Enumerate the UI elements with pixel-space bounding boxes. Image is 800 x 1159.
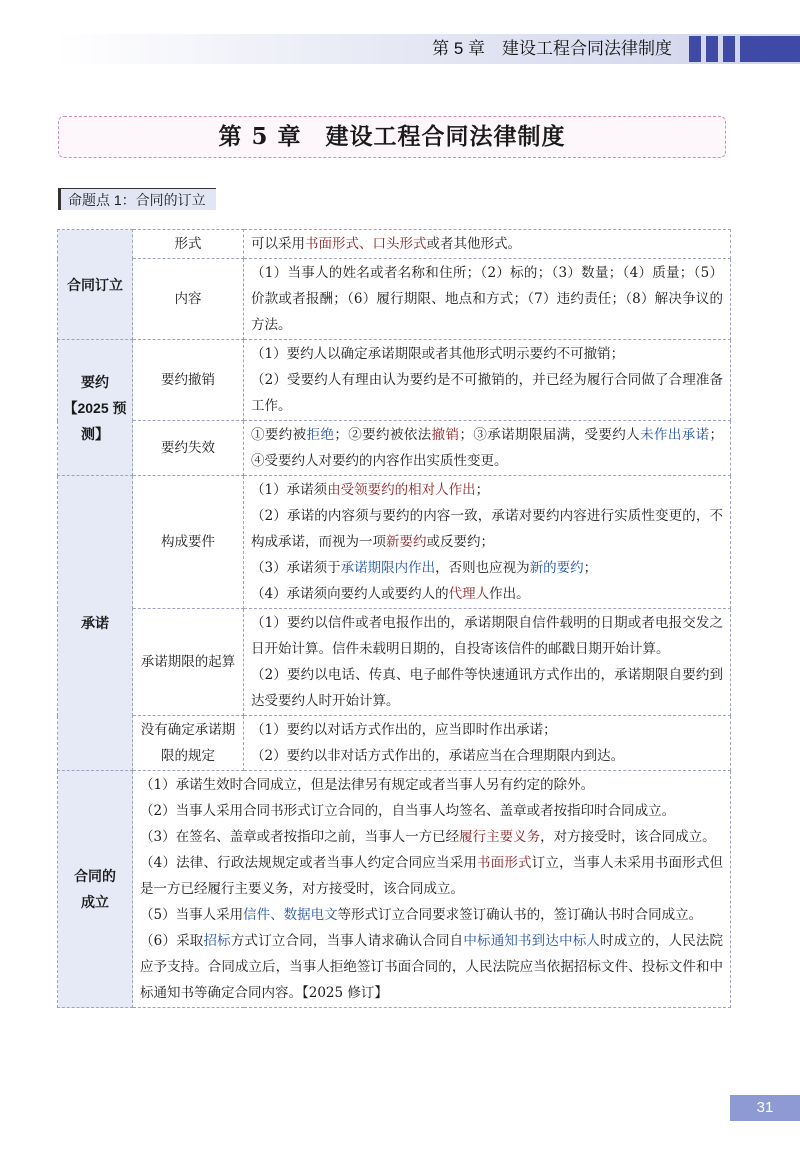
item-label: 内容 — [133, 259, 244, 340]
table-row — [58, 340, 731, 421]
table-row — [58, 476, 731, 609]
chapter-title-box — [58, 116, 726, 158]
header-decoration — [689, 36, 800, 62]
section-label-acceptance: 承诺 — [58, 476, 133, 771]
header-block — [740, 36, 800, 62]
item-content: 可以采用书面形式、口头形式或者其他形式。 — [244, 230, 731, 259]
table-row — [58, 609, 731, 716]
item-label: 要约撤销 — [133, 340, 244, 421]
table-row — [58, 259, 731, 340]
section-label-formation: 合同订立 — [58, 230, 133, 340]
running-header-title: 第 5 章 建设工程合同法律制度 — [432, 39, 672, 58]
item-label: 没有确定承诺期限的规定 — [133, 716, 244, 771]
item-content: （1）承诺生效时合同成立，但是法律另有规定或者当事人另有约定的除外。 （2）当事人采用合同书形式订立合同的，自当事人均签名、盖章或者按指印时合同成立。 （3）在签名、盖章或者按指印之前，当事人一方已经履行主要义务，对方接受时，该合同成立。 （4）法律、行政法规规定或者当事人约定合同应当采用书面形式订立，当事人未采用书面形式但是一方已经履行主要义务，对方接受时，该合同成立。 （5）当事人采用信件、数据电文等形式订立合同要求签订确认书的，签订确认书时合同成立。 （6）采取招标方式订立合同，当事人请求确认合同自中标通知书到达中标人时成立的，人民法院应予支持。合同成立后，当事人拒绝签订书面合同的，人民法院应当依据招标文件、投标文件和中标通知书等确定合同内容。【2025 修订】 — [133, 771, 731, 1008]
table-row — [58, 421, 731, 476]
item-label: 形式 — [133, 230, 244, 259]
header-block — [689, 36, 701, 62]
section-label-establishment: 合同的 成立 — [58, 771, 133, 1008]
table-row — [58, 771, 731, 1008]
header-block — [706, 36, 718, 62]
topic-label: 命题点 1：合同的订立 — [58, 188, 216, 210]
item-content: （1）要约以信件或者电报作出的，承诺期限自信件载明的日期或者电报交发之日开始计算。信件未载明日期的，自投寄该信件的邮戳日期开始计算。 （2）要约以电话、传真、电子邮件等快速通讯方式作出的，承诺期限自要约到达受要约人时开始计算。 — [244, 609, 731, 716]
item-content: ①要约被拒绝；②要约被依法撤销；③承诺期限届满，受要约人未作出承诺；④受要约人对要约的内容作出实质性变更。 — [244, 421, 731, 476]
table-row — [58, 716, 731, 771]
item-content: （1）当事人的姓名或者名称和住所；（2）标的；（3）数量；（4）质量；（5）价款或者报酬；（6）履行期限、地点和方式；（7）违约责任；（8）解决争议的方法。 — [244, 259, 731, 340]
table-row — [58, 230, 731, 259]
contract-formation-table — [57, 229, 731, 1008]
item-content: （1）要约以对话方式作出的，应当即时作出承诺； （2）要约以非对话方式作出的，承诺应当在合理期限内到达。 — [244, 716, 731, 771]
item-content: （1）要约人以确定承诺期限或者其他形式明示要约不可撤销； （2）受要约人有理由认为要约是不可撤销的，并已经为履行合同做了合理准备工作。 — [244, 340, 731, 421]
page-number: 31 — [730, 1095, 800, 1121]
item-content: （1）承诺须由受领要约的相对人作出； （2）承诺的内容须与要约的内容一致，承诺对要约内容进行实质性变更的，不构成承诺，而视为一项新要约或反要约； （3）承诺须于承诺期限内作出，否则也应视为新的要约； （4）承诺须向要约人或要约人的代理人作出。 — [244, 476, 731, 609]
chapter-title: 第 5 章 建设工程合同法律制度 — [218, 123, 566, 150]
item-label: 承诺期限的起算 — [133, 609, 244, 716]
section-label-offer: 要约 【2025 预测】 — [58, 340, 133, 476]
item-label: 要约失效 — [133, 421, 244, 476]
item-label: 构成要件 — [133, 476, 244, 609]
header-block — [723, 36, 735, 62]
